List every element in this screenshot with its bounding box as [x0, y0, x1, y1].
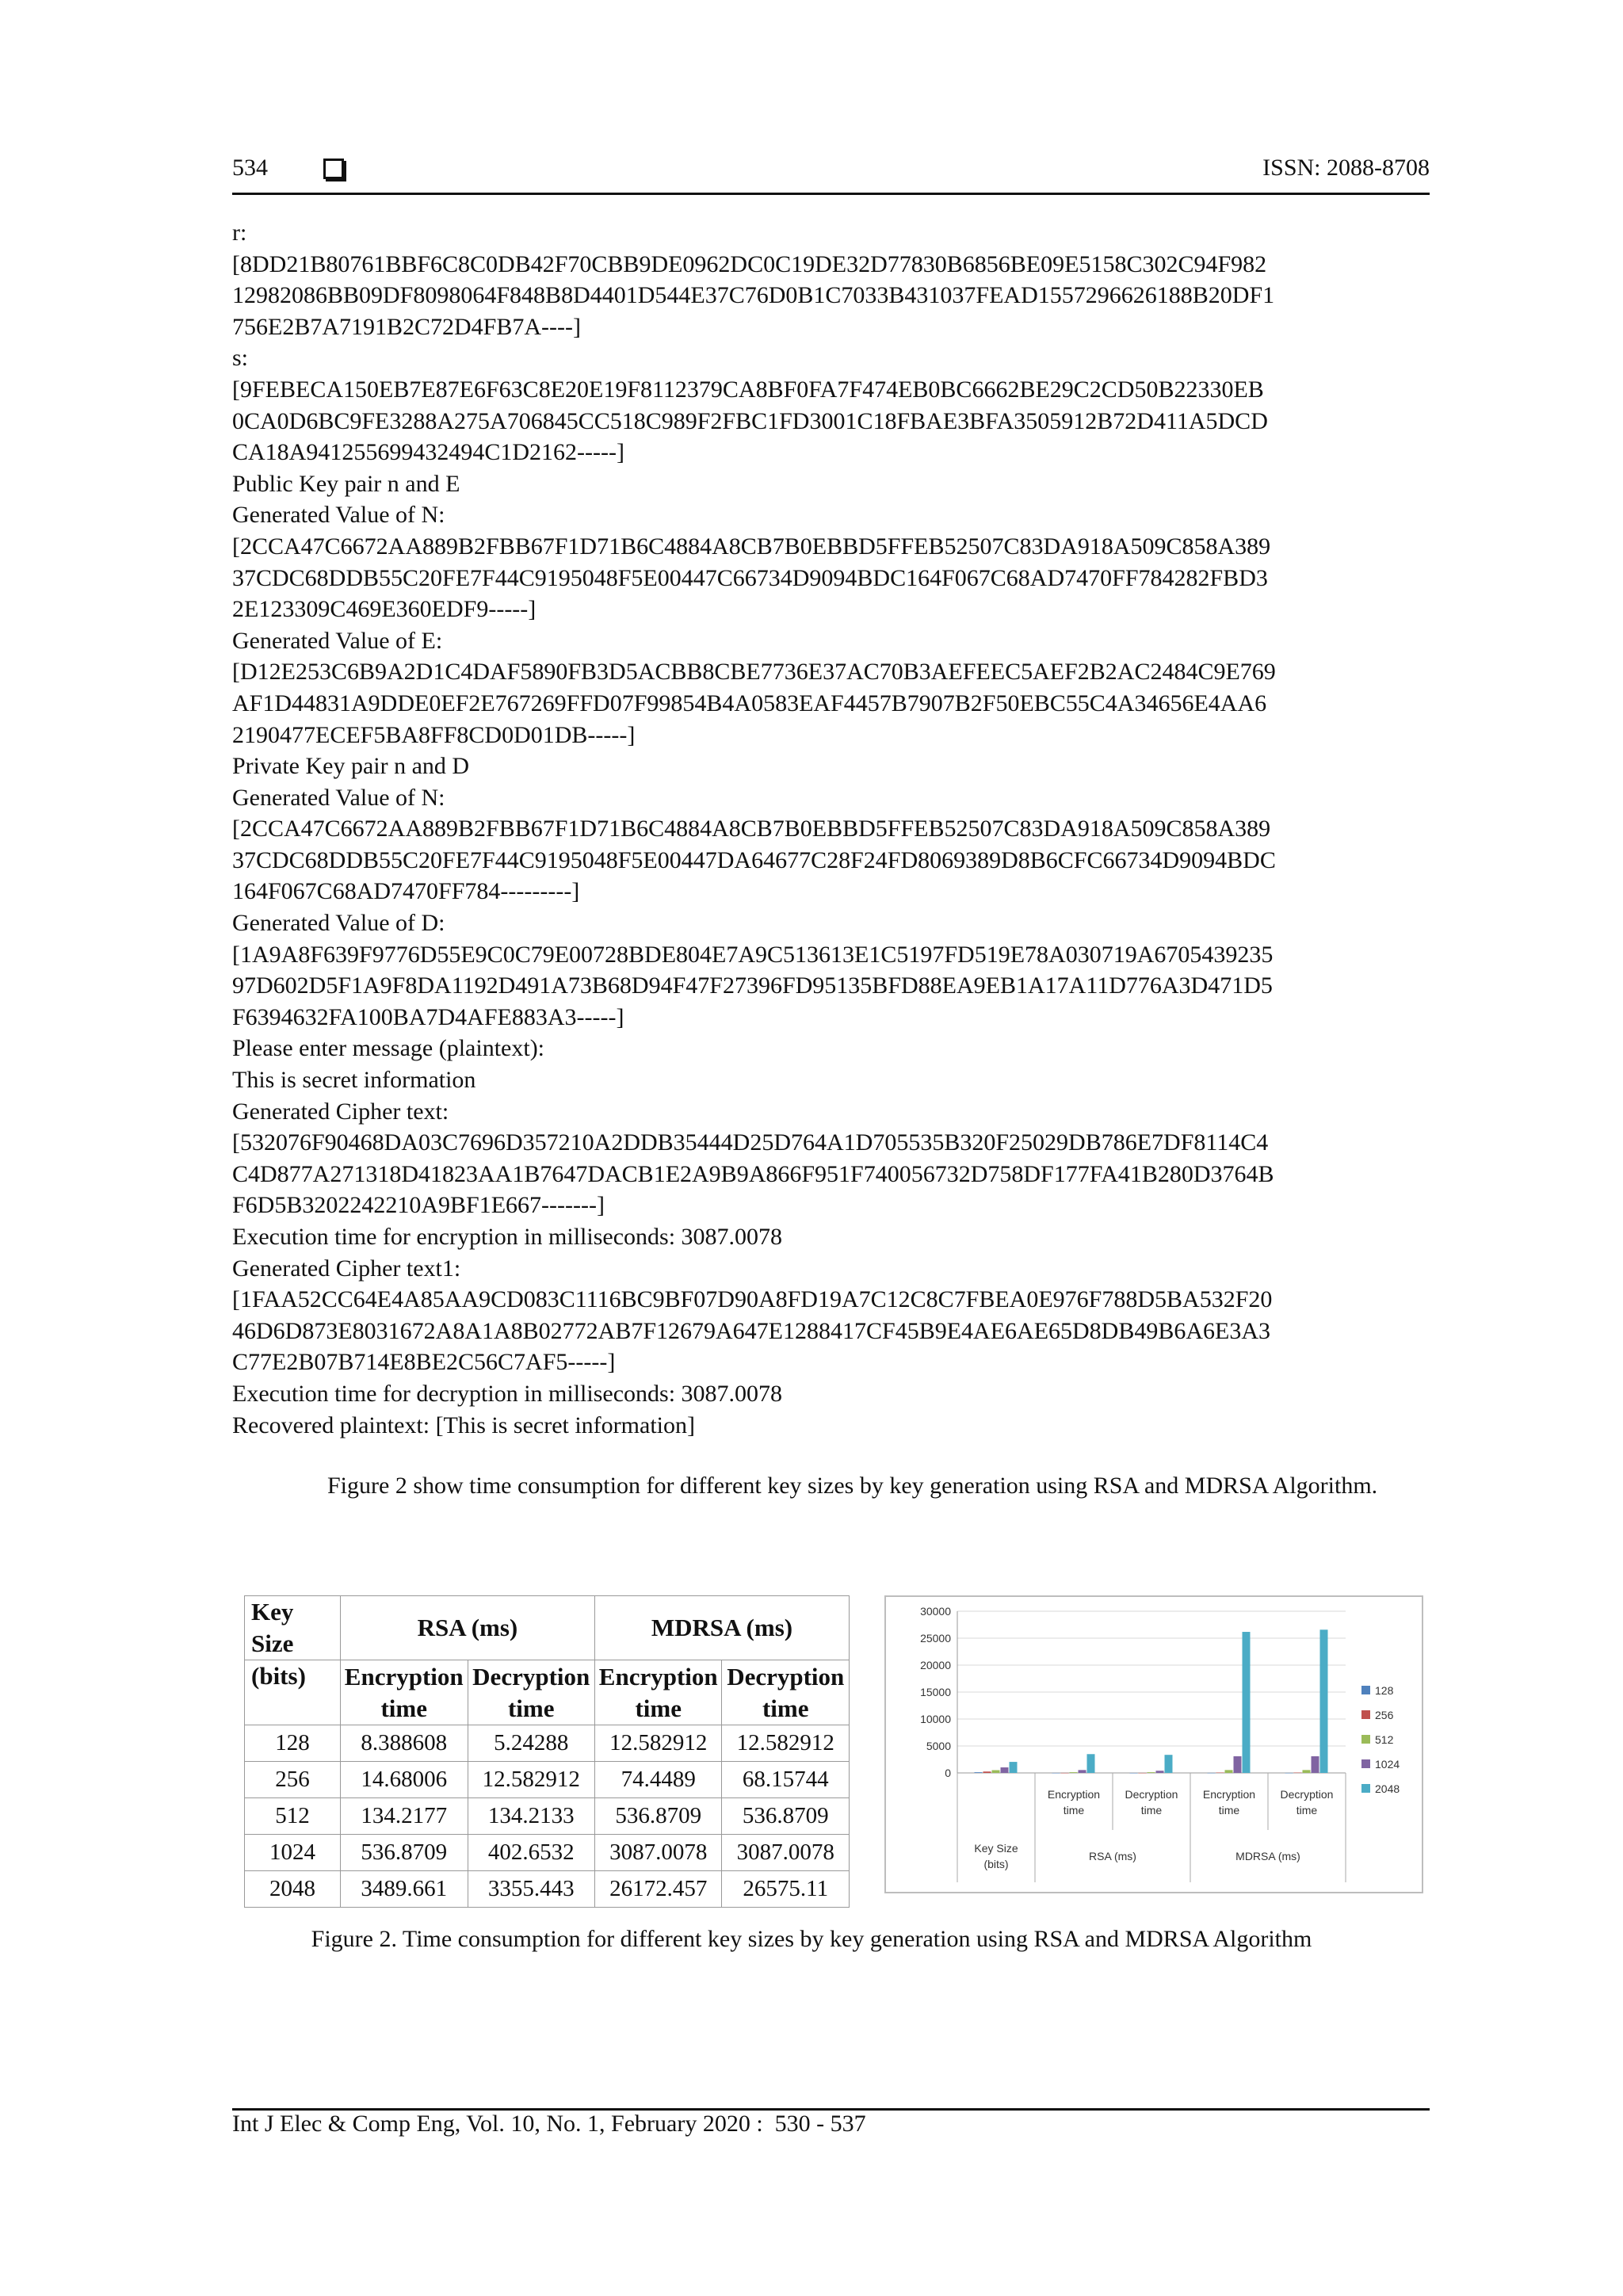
- table-row: [245, 1871, 850, 1908]
- y-tick-label: 25000: [920, 1632, 951, 1645]
- x-tick-label: Decryption: [1125, 1788, 1178, 1801]
- header-rule: [232, 193, 1430, 195]
- output-line: Generated Value of E:: [232, 627, 443, 654]
- table-cell: 134.2177: [340, 1798, 468, 1835]
- output-line: This is secret information: [232, 1067, 476, 1094]
- mdrsa-enc-header: Encryption time: [594, 1660, 722, 1725]
- y-tick-label: 30000: [920, 1605, 951, 1618]
- output-line: [9FEBECA150EB7E87E6F63C8E20E19F8112379CA8BF0FA7F474EB0BC6662BE29C2CD50B22330EB: [232, 376, 1264, 403]
- bar-1024: [1312, 1756, 1319, 1773]
- bar-256: [1139, 1773, 1147, 1774]
- output-line: Please enter message (plaintext):: [232, 1035, 545, 1062]
- bar-1024: [1234, 1756, 1242, 1773]
- bar-1024: [1156, 1771, 1164, 1773]
- x-tick-label: time: [1140, 1804, 1163, 1817]
- table-cell: 14.68006: [340, 1762, 468, 1798]
- table-cell: 5.24288: [468, 1725, 594, 1762]
- bar-128: [1208, 1773, 1216, 1774]
- bar-128: [1285, 1773, 1293, 1774]
- output-line: [2CCA47C6672AA889B2FBB67F1D71B6C4884A8CB7B0EBBD5FFEB52507C83DA918A509C858A389: [232, 816, 1271, 842]
- output-line: Generated Value of N:: [232, 502, 445, 529]
- output-line: Public Key pair n and E: [232, 470, 460, 497]
- output-line: 12982086BB09DF8098064F848B8D4401D544E37C76D0B1C7033B431037FEAD1557296626188B20DF1: [232, 282, 1275, 309]
- legend-swatch-2048: [1361, 1784, 1370, 1793]
- output-line: Generated Value of N:: [232, 784, 445, 811]
- output-line: [8DD21B80761BBF6C8C0DB42F70CBB9DE0962DC0C19DE32D77830B6856BE09E5158C302C94F982: [232, 250, 1267, 277]
- bar-256: [1216, 1772, 1224, 1773]
- x-tick-label: time: [1063, 1804, 1085, 1817]
- rsa-enc-header: Encryption time: [340, 1660, 468, 1725]
- rsa-header: RSA (ms): [340, 1596, 594, 1660]
- output-line: Private Key pair n and D: [232, 753, 470, 780]
- output-line: CA18A941255699432494C1D2162-----]: [232, 439, 624, 466]
- x-tick-label: Encryption: [1202, 1788, 1256, 1801]
- output-line: [532076F90468DA03C7696D357210A2DDB35444D25D764A1D705535B320F25029DB786E7DF8114C4: [232, 1129, 1269, 1156]
- table-cell: 3489.661: [340, 1871, 468, 1908]
- output-line: Generated Value of D:: [232, 910, 445, 937]
- bar-256: [1061, 1773, 1069, 1774]
- output-line: Recovered plaintext: [This is secret information]: [232, 1412, 695, 1438]
- table-cell: 8.388608: [340, 1725, 468, 1762]
- bar-2048: [1165, 1755, 1173, 1773]
- bar-256: [1294, 1773, 1302, 1774]
- issn-label: ISSN: 2088-8708: [1262, 155, 1430, 181]
- output-line: C4D877A271318D41823AA1B7647DACB1E2A9B9A866F951F740056732D758DF177FA41B280D3764B: [232, 1160, 1274, 1187]
- legend-swatch-512: [1361, 1735, 1370, 1744]
- timing-table: [244, 1595, 850, 1908]
- footer-citation: Int J Elec & Comp Eng, Vol. 10, No. 1, February 2020 : 530 - 537: [232, 2111, 866, 2137]
- bar-2048: [1010, 1762, 1018, 1773]
- bar-512: [992, 1771, 1000, 1773]
- table-cell: 26575.11: [722, 1871, 850, 1908]
- legend-label: 128: [1375, 1684, 1394, 1697]
- group-label: Key Size: [974, 1842, 1018, 1855]
- output-line: Generated Cipher text1:: [232, 1255, 461, 1282]
- bar-256: [983, 1771, 991, 1773]
- bar-2048: [1087, 1754, 1095, 1773]
- table-cell: 536.8709: [594, 1798, 722, 1835]
- legend-label: 2048: [1375, 1782, 1400, 1795]
- output-line: s:: [232, 345, 249, 372]
- bits-header: (bits): [245, 1660, 341, 1725]
- group-label: MDRSA (ms): [1235, 1850, 1300, 1862]
- bar-1024: [1001, 1767, 1009, 1773]
- square-icon: [323, 159, 344, 179]
- bar-512: [1148, 1772, 1155, 1773]
- table-cell: 3087.0078: [722, 1835, 850, 1871]
- figure-caption: Figure 2. Time consumption for different key sizes by key generation using RSA and MDRSA Algorithm: [311, 1926, 1312, 1952]
- table-row: [245, 1762, 850, 1798]
- bar-128: [975, 1772, 983, 1773]
- output-line: F6D5B3202242210A9BF1E667-------]: [232, 1192, 605, 1219]
- table-cell: 402.6532: [468, 1835, 594, 1871]
- output-line: 37CDC68DDB55C20FE7F44C9195048F5E00447C66734D9094BDC164F067C68AD7470FF784282FBD3: [232, 564, 1268, 591]
- output-line: r:: [232, 220, 247, 246]
- table-row: [245, 1798, 850, 1835]
- key-size-header: Key Size: [245, 1596, 341, 1660]
- chart-svg: [886, 1597, 1422, 1892]
- timing-bar-chart: [884, 1595, 1423, 1893]
- x-tick-label: Decryption: [1280, 1788, 1334, 1801]
- table-row: [245, 1835, 850, 1871]
- x-tick-label: time: [1296, 1804, 1318, 1817]
- bar-128: [1130, 1773, 1138, 1774]
- bar-128: [1052, 1773, 1060, 1774]
- y-tick-label: 5000: [926, 1740, 951, 1752]
- group-label: (bits): [983, 1858, 1009, 1870]
- table-cell: 3087.0078: [594, 1835, 722, 1871]
- output-line: Execution time for encryption in milliseconds: 3087.0078: [232, 1224, 783, 1250]
- output-line: [2CCA47C6672AA889B2FBB67F1D71B6C4884A8CB7B0EBBD5FFEB52507C83DA918A509C858A389: [232, 533, 1271, 560]
- output-line: [D12E253C6B9A2D1C4DAF5890FB3D5ACBB8CBE7736E37AC70B3AEFEEC5AEF2B2AC2484C9E769: [232, 659, 1276, 686]
- legend-swatch-1024: [1361, 1759, 1370, 1768]
- output-line: C77E2B07B714E8BE2C56C7AF5-----]: [232, 1349, 616, 1376]
- output-line: [1FAA52CC64E4A85AA9CD083C1116BC9BF07D90A8FD19A7C12C8C7FBEA0E976F788D5BA532F20: [232, 1286, 1273, 1313]
- legend-swatch-256: [1361, 1710, 1370, 1719]
- group-label: RSA (ms): [1089, 1850, 1136, 1862]
- table-cell: 26172.457: [594, 1871, 722, 1908]
- key-size-cell: 1024: [245, 1835, 341, 1871]
- page-number: 534: [232, 155, 268, 181]
- bar-512: [1070, 1772, 1078, 1773]
- mdrsa-header: MDRSA (ms): [594, 1596, 849, 1660]
- y-tick-label: 0: [945, 1767, 951, 1779]
- table-cell: 3355.443: [468, 1871, 594, 1908]
- bar-2048: [1320, 1629, 1328, 1773]
- output-line: 37CDC68DDB55C20FE7F44C9195048F5E00447DA64677C28F24FD8069389D8B6CFC66734D9094BDC: [232, 846, 1276, 873]
- legend-label: 256: [1375, 1709, 1394, 1721]
- bar-512: [1225, 1770, 1233, 1773]
- x-tick-label: Encryption: [1047, 1788, 1101, 1801]
- output-line: AF1D44831A9DDE0EF2E767269FFD07F99854B4A0583EAF4457B7907B2F50EBC55C4A34656E4AA6: [232, 690, 1267, 716]
- table-cell: 134.2133: [468, 1798, 594, 1835]
- output-line: F6394632FA100BA7D4AFE883A3-----]: [232, 1003, 624, 1030]
- output-line: 97D602D5F1A9F8DA1192D491A73B68D94F47F27396FD95135BFD88EA9EB1A17A11D776A3D471D5: [232, 972, 1273, 999]
- table-cell: 68.15744: [722, 1762, 850, 1798]
- y-tick-label: 10000: [920, 1713, 951, 1725]
- output-line: 0CA0D6BC9FE3288A275A706845CC518C989F2FBC1FD3001C18FBAE3BFA3505912B72D411A5DCD: [232, 407, 1268, 434]
- bar-2048: [1243, 1632, 1251, 1773]
- program-output-text: [232, 217, 1433, 1441]
- key-size-cell: 128: [245, 1725, 341, 1762]
- legend-swatch-128: [1361, 1686, 1370, 1694]
- output-line: 756E2B7A7191B2C72D4FB7A----]: [232, 313, 581, 340]
- bar-512: [1303, 1770, 1311, 1773]
- table-row: [245, 1725, 850, 1762]
- key-size-cell: 2048: [245, 1871, 341, 1908]
- mdrsa-dec-header: Decryption time: [722, 1660, 850, 1725]
- legend-label: 1024: [1375, 1758, 1400, 1771]
- output-line: 46D6D873E8031672A8A1A8B02772AB7F12679A647E1288417CF45B9E4AE6AE65D8DB49B6A6E3A3: [232, 1317, 1271, 1344]
- bar-1024: [1079, 1770, 1086, 1773]
- output-line: 164F067C68AD7470FF784---------]: [232, 878, 580, 905]
- table-cell: 536.8709: [722, 1798, 850, 1835]
- rsa-dec-header: Decryption time: [468, 1660, 594, 1725]
- output-line: 2E123309C469E360EDF9-----]: [232, 596, 537, 623]
- output-line: Generated Cipher text:: [232, 1098, 449, 1125]
- key-size-cell: 512: [245, 1798, 341, 1835]
- y-tick-label: 15000: [920, 1686, 951, 1698]
- table-cell: 12.582912: [722, 1725, 850, 1762]
- table-cell: 12.582912: [594, 1725, 722, 1762]
- table-cell: 12.582912: [468, 1762, 594, 1798]
- legend-label: 512: [1375, 1733, 1394, 1746]
- output-line: [1A9A8F639F9776D55E9C0C79E00728BDE804E7A9C513613E1C5197FD519E78A030719A6705439235: [232, 941, 1274, 968]
- output-line: Execution time for decryption in milliseconds: 3087.0078: [232, 1380, 783, 1407]
- table-cell: 536.8709: [340, 1835, 468, 1871]
- x-tick-label: time: [1218, 1804, 1240, 1817]
- table-cell: 74.4489: [594, 1762, 722, 1798]
- output-line: 2190477ECEF5BA8FF8CD0D01DB-----]: [232, 721, 636, 748]
- key-size-cell: 256: [245, 1762, 341, 1798]
- body-paragraph: Figure 2 show time consumption for different key sizes by key generation using RSA and MDRSA Algorithm.: [327, 1473, 1378, 1499]
- y-tick-label: 20000: [920, 1659, 951, 1671]
